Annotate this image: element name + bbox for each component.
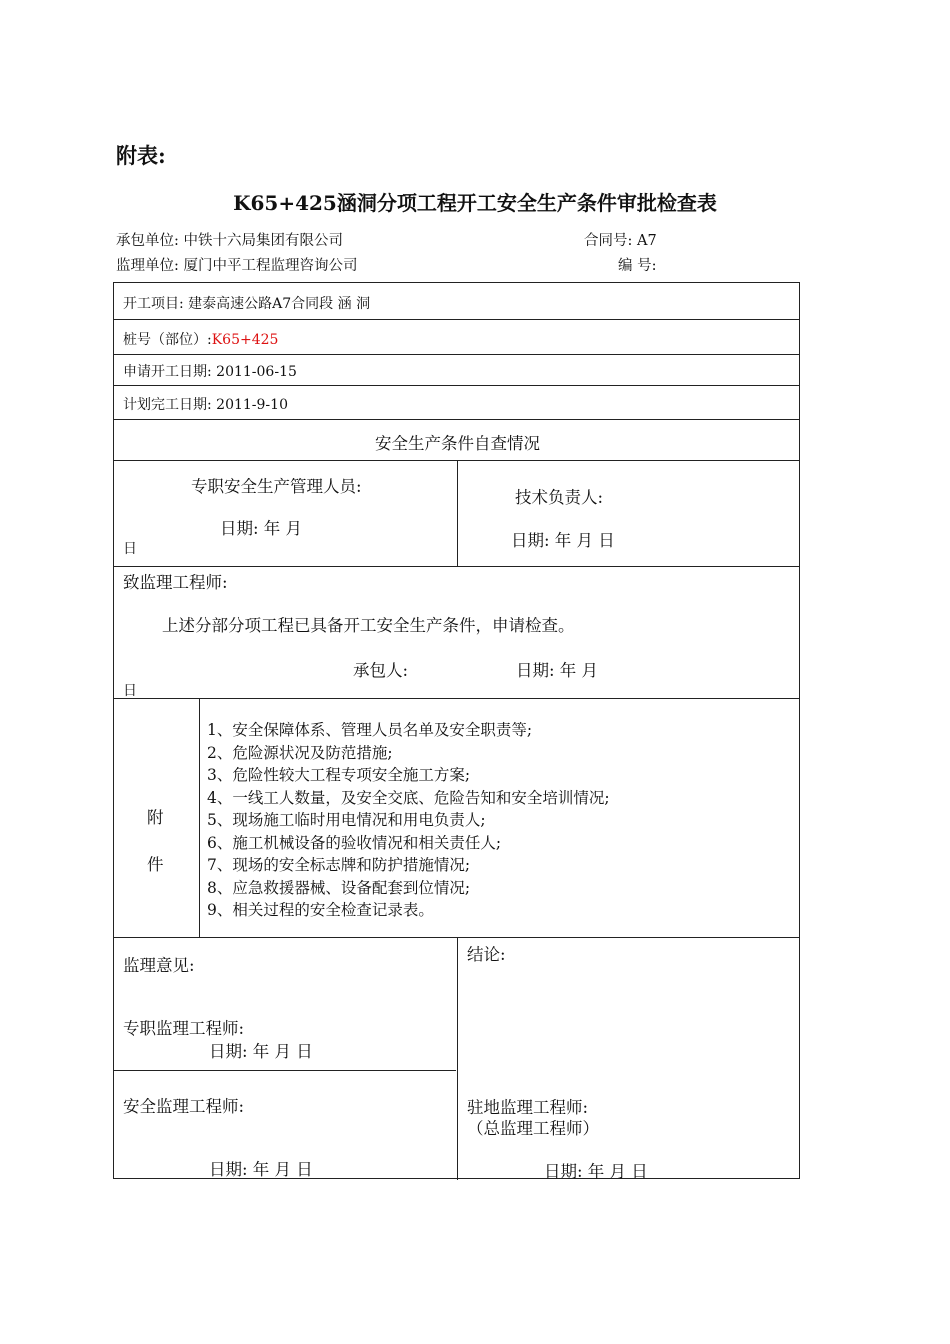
row-divider bbox=[114, 319, 799, 320]
safety-engineer-label: 安全监理工程师: bbox=[123, 1097, 245, 1116]
resident-engineer-date: 日期: 年 月 日 bbox=[544, 1162, 648, 1181]
row-divider bbox=[114, 354, 799, 355]
stake-value: K65+425 bbox=[211, 332, 279, 348]
safety-manager-day: 日 bbox=[123, 541, 137, 557]
row-divider bbox=[114, 385, 799, 386]
full-time-engineer-label: 专职监理工程师: bbox=[123, 1019, 245, 1038]
serial-number: 编 号: bbox=[618, 258, 657, 274]
column-divider bbox=[199, 698, 200, 937]
contractor-signature-label: 承包人: bbox=[353, 661, 409, 680]
list-item: 7、现场的安全标志牌和防护措施情况; bbox=[207, 856, 471, 874]
column-divider bbox=[457, 460, 458, 566]
list-item: 4、一线工人数量，及安全交底、危险告知和安全培训情况; bbox=[207, 788, 610, 807]
row-divider bbox=[114, 566, 799, 567]
safety-engineer-date: 日期: 年 月 日 bbox=[209, 1160, 313, 1179]
attachment-label-bottom: 件 bbox=[147, 855, 164, 874]
tech-lead-label: 技术负责人: bbox=[515, 488, 604, 507]
resident-engineer-label: 驻地监理工程师: bbox=[467, 1098, 589, 1117]
approval-form-table bbox=[113, 282, 800, 1179]
chief-engineer-label: （总监理工程师） bbox=[467, 1119, 599, 1138]
list-item: 9、相关过程的安全检查记录表。 bbox=[207, 901, 434, 919]
row-divider bbox=[114, 698, 799, 699]
request-text: 上述分部分项工程已具备开工安全生产条件，申请检查。 bbox=[162, 616, 575, 635]
to-engineer-label: 致监理工程师: bbox=[123, 573, 228, 592]
list-item: 3、危险性较大工程专项安全施工方案; bbox=[207, 766, 471, 784]
safety-manager-date: 日期: 年 月 bbox=[220, 519, 303, 538]
tech-lead-date: 日期: 年 月 日 bbox=[511, 531, 615, 550]
stake-label bbox=[123, 329, 278, 349]
contractor-day: 日 bbox=[123, 683, 137, 699]
contract-number: 合同号: A7 bbox=[584, 233, 657, 249]
contractor-date: 日期: 年 月 bbox=[516, 661, 599, 680]
supervisor-unit: 监理单位: 厦门中平工程监理咨询公司 bbox=[116, 258, 358, 274]
list-item: 6、施工机械设备的验收情况和相关责任人; bbox=[207, 833, 502, 852]
column-divider bbox=[457, 937, 458, 1180]
apply-date-field: 申请开工日期: 2011-06-15 bbox=[123, 364, 297, 380]
list-item: 8、应急救援器械、设备配套到位情况; bbox=[207, 878, 471, 897]
plan-date-field: 计划完工日期: 2011-9-10 bbox=[123, 397, 288, 413]
list-item: 2、危险源状况及防范措施; bbox=[207, 743, 393, 762]
supervision-opinion-label: 监理意见: bbox=[123, 956, 195, 975]
form-title: K65+425涵洞分项工程开工安全生产条件审批检查表 bbox=[233, 191, 717, 215]
list-item: 1、安全保障体系、管理人员名单及安全职责等; bbox=[207, 721, 533, 739]
full-time-engineer-date: 日期: 年 月 日 bbox=[209, 1042, 313, 1061]
attachment-list bbox=[207, 719, 610, 922]
appendix-label: 附表: bbox=[116, 143, 166, 168]
stake-label-text: 桩号（部位）: bbox=[123, 332, 212, 348]
safety-manager-label: 专职安全生产管理人员: bbox=[191, 477, 362, 496]
list-item: 5、现场施工临时用电情况和用电负责人; bbox=[207, 811, 486, 829]
self-check-heading: 安全生产条件自查情况 bbox=[375, 434, 540, 453]
row-divider bbox=[114, 419, 799, 420]
attachment-label-top: 附 bbox=[147, 808, 164, 827]
project-field: 开工项目: 建泰高速公路A7合同段 涵 洞 bbox=[123, 296, 371, 312]
conclusion-label: 结论: bbox=[467, 945, 506, 964]
contractor-unit: 承包单位: 中铁十六局集团有限公司 bbox=[116, 233, 343, 249]
row-divider bbox=[114, 1070, 456, 1071]
